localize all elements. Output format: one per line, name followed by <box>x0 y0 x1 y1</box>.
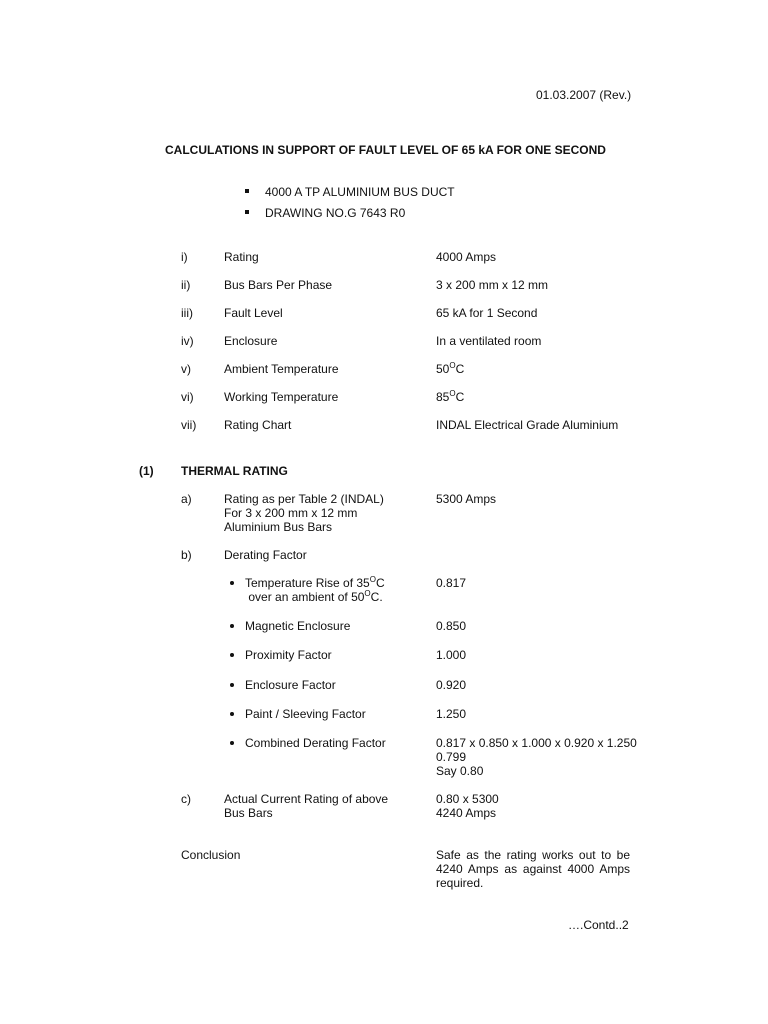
spec-label: Fault Level <box>224 306 283 320</box>
spec-value: 4000 Amps <box>436 250 497 264</box>
factor-label: Paint / Sleeving Factor <box>245 707 366 721</box>
spec-number: v) <box>181 362 191 376</box>
spec-label: Rating <box>224 250 259 264</box>
item-b-label: Derating Factor <box>224 548 307 562</box>
round-bullet-icon <box>230 653 234 657</box>
spec-value: $85^OC$ <box>436 389 465 404</box>
round-bullet-icon <box>230 683 234 687</box>
factor-value: 0.850 <box>436 619 467 633</box>
spec-number: vi) <box>181 390 194 404</box>
factor-value: 0.920 <box>436 678 467 692</box>
item-b-number: b) <box>181 548 192 562</box>
factor-label: Magnetic Enclosure <box>245 619 351 633</box>
factor-label: Combined Derating Factor <box>245 736 386 750</box>
square-bullet-icon <box>245 210 249 214</box>
spec-label: Bus Bars Per Phase <box>224 278 333 292</box>
round-bullet-icon <box>230 624 234 628</box>
spec-number: ii) <box>181 278 191 292</box>
spec-value: 3 x 200 mm x 12 mm <box>436 278 549 292</box>
spec-value: INDAL Electrical Grade Aluminium <box>436 418 619 432</box>
conclusion-text: Safe as the rating works out to be 4240 Amps as against 4000 Amps required. <box>436 848 630 890</box>
spec-label: Rating Chart <box>224 418 292 432</box>
spec-value: In a ventilated room <box>436 334 542 348</box>
spec-value: $50^OC$ <box>436 361 465 376</box>
factor-value: 1.250 <box>436 707 467 721</box>
conclusion-label: Conclusion <box>181 848 241 862</box>
round-bullet-icon <box>230 581 234 585</box>
square-bullet-icon <box>245 189 249 193</box>
spec-number: vii) <box>181 418 197 432</box>
item-c-value: 0.80 x 5300 4240 Amps <box>436 792 499 820</box>
spec-number: iv) <box>181 334 194 348</box>
factor-label: Temperature Rise of $35^OC$ over an ambient of $50^OC$. <box>245 575 385 604</box>
item-a-label: Rating as per Table 2 (INDAL) For 3 x 200 mm x 12 mm Aluminium Bus Bars <box>224 492 384 534</box>
spec-label: Ambient Temperature <box>224 362 339 376</box>
item-c-number: c) <box>181 792 191 806</box>
bullet-item: 4000 A TP ALUMINIUM BUS DUCT <box>265 185 455 199</box>
spec-label: Enclosure <box>224 334 278 348</box>
item-a-value: 5300 Amps <box>436 492 497 506</box>
factor-label: Proximity Factor <box>245 648 332 662</box>
factor-value: 1.000 <box>436 648 467 662</box>
document-date: 01.03.2007 (Rev.) <box>536 88 632 102</box>
section-title: THERMAL RATING <box>181 464 288 478</box>
round-bullet-icon <box>230 741 234 745</box>
section-number: (1) <box>139 464 154 478</box>
item-a-number: a) <box>181 492 192 506</box>
round-bullet-icon <box>230 712 234 716</box>
item-c-label: Actual Current Rating of above Bus Bars <box>224 792 389 820</box>
factor-value: 0.817 <box>436 576 467 590</box>
spec-number: i) <box>181 250 188 264</box>
spec-number: iii) <box>181 306 193 320</box>
spec-value: 65 kA for 1 Second <box>436 306 538 320</box>
bullet-item: DRAWING NO.G 7643 R0 <box>265 206 406 220</box>
document-title: CALCULATIONS IN SUPPORT OF FAULT LEVEL OF 65 kA FOR ONE SECOND <box>165 143 606 157</box>
continued-note: ….Contd..2 <box>568 918 629 932</box>
spec-label: Working Temperature <box>224 390 339 404</box>
factor-label: Enclosure Factor <box>245 678 336 692</box>
combined-factor-value: 0.817 x 0.850 x 1.000 x 0.920 x 1.250 0.799 Say 0.80 <box>436 736 637 778</box>
